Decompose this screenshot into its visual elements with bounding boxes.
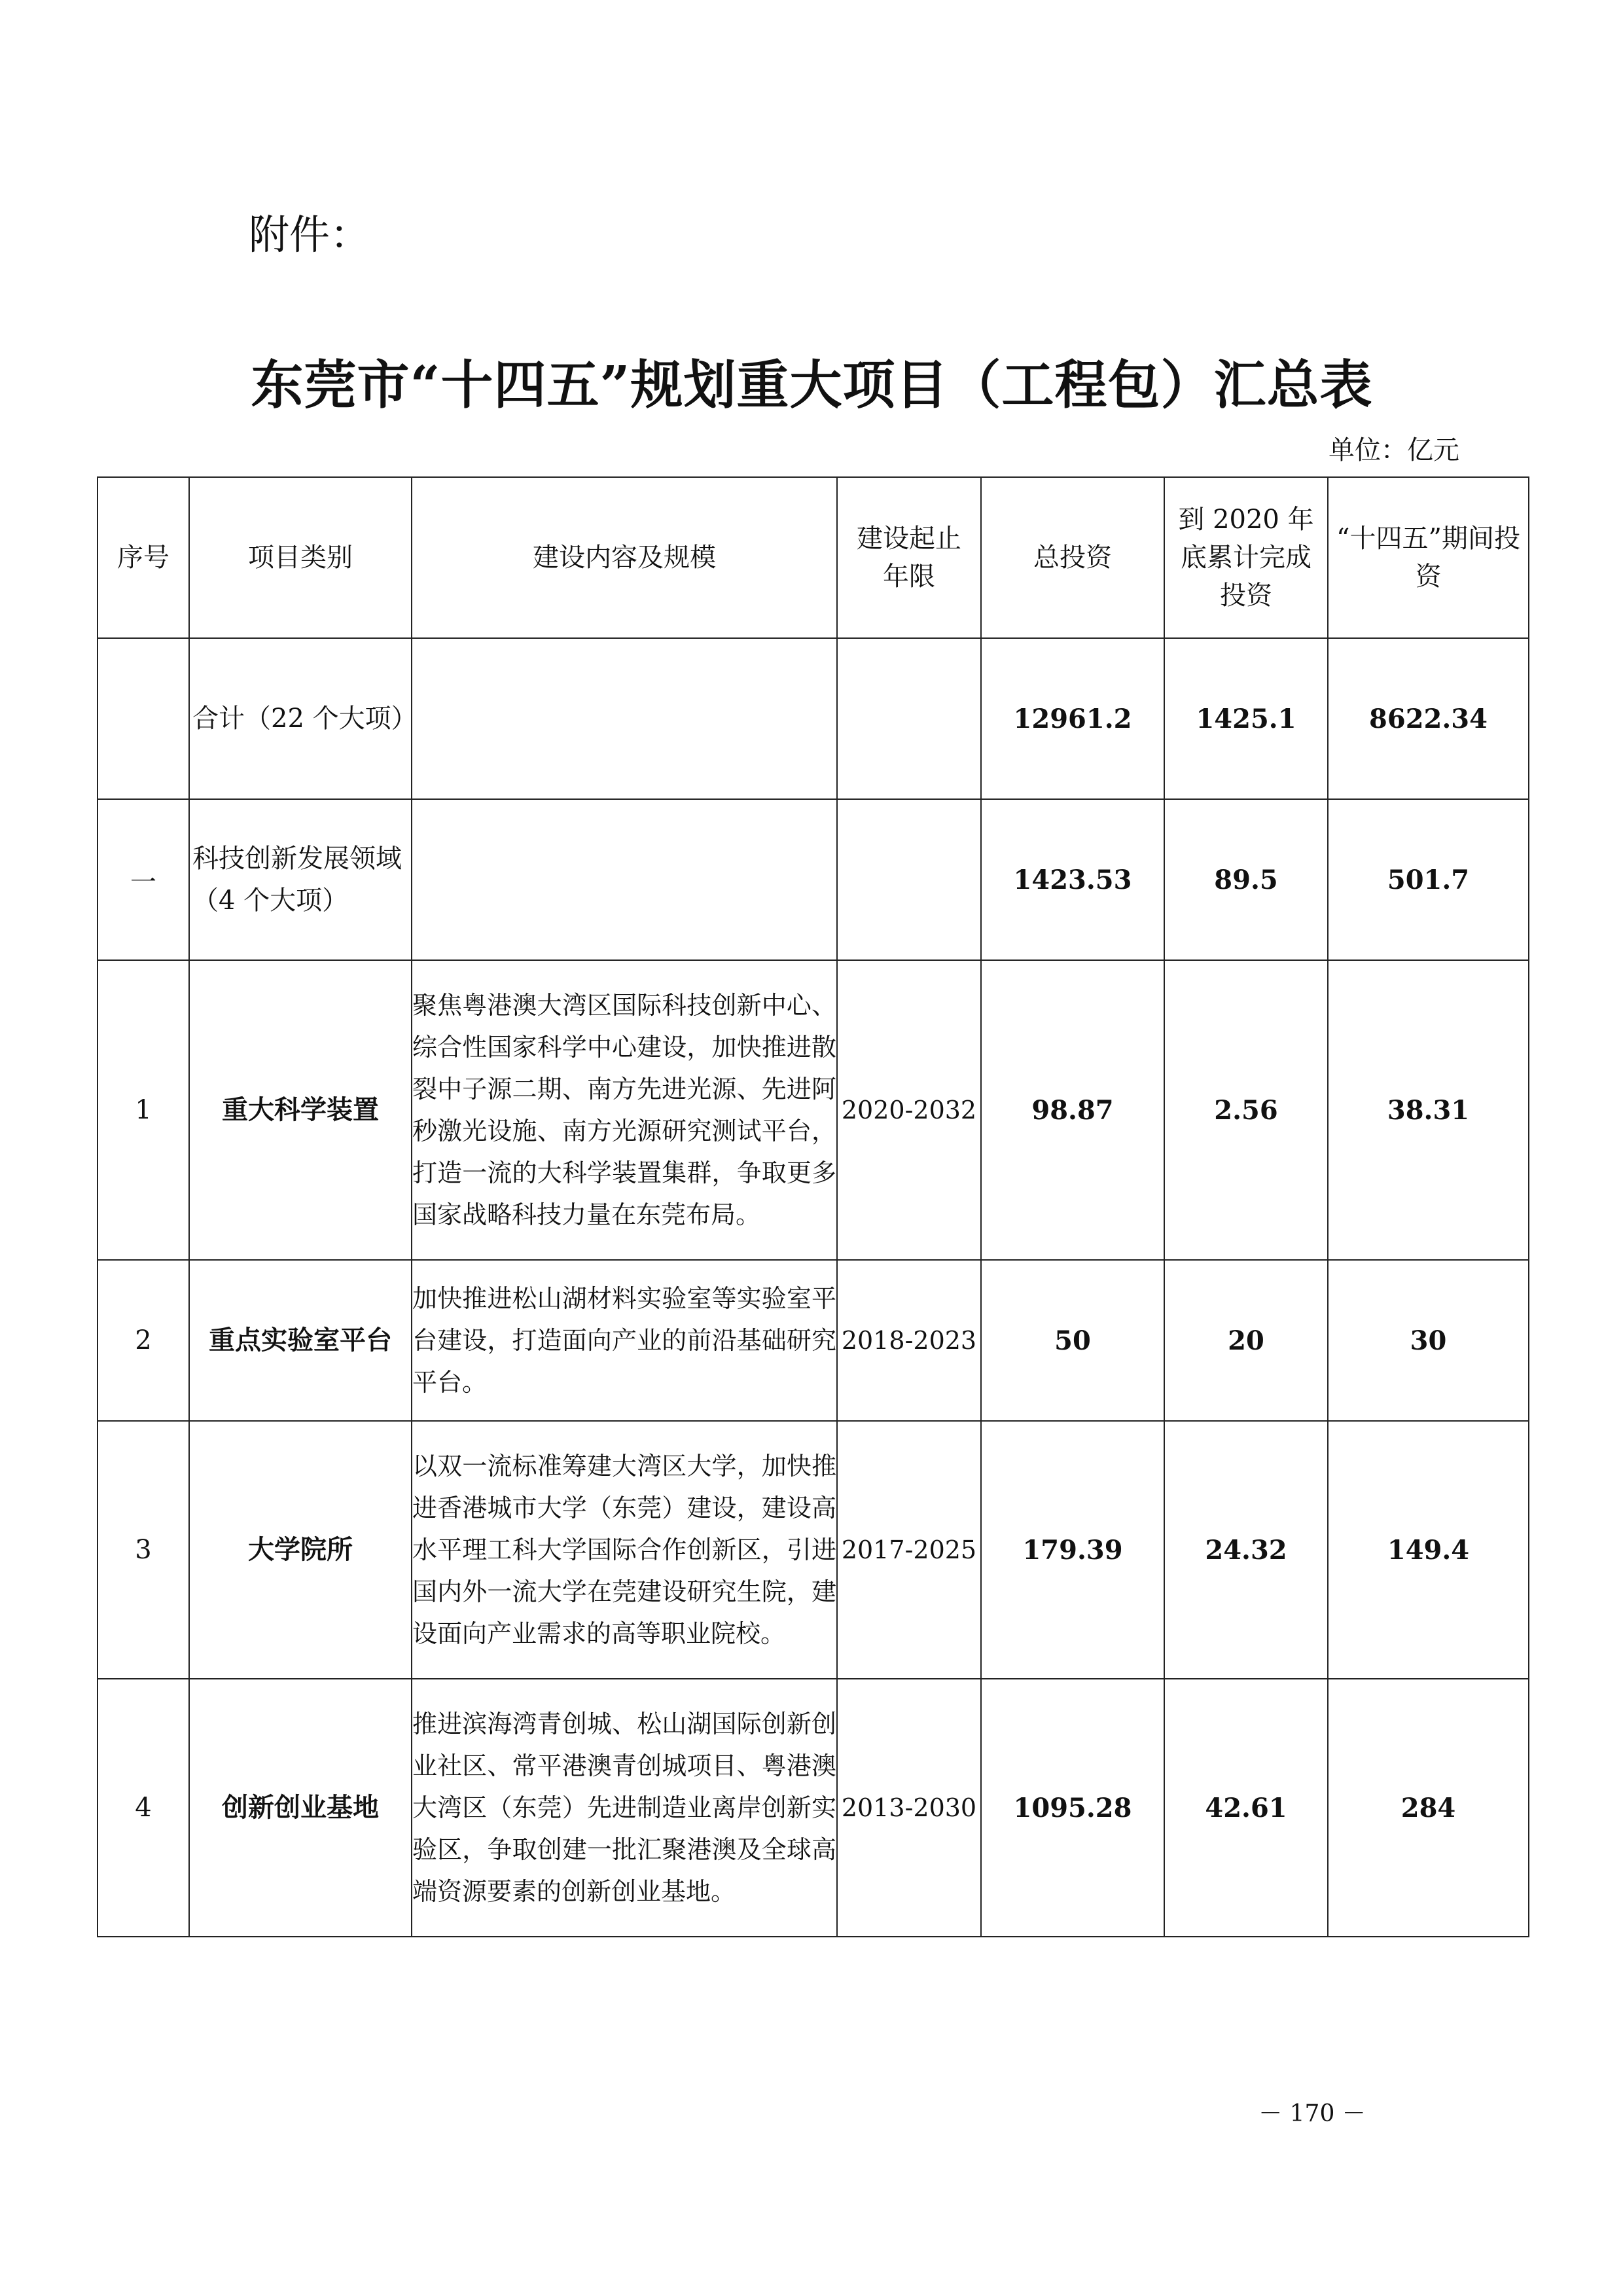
total-seq-cell: [98, 638, 189, 799]
table-row-total: [98, 638, 1529, 799]
header-seq: 序号: [98, 477, 189, 638]
row-category-cell: 大学院所: [189, 1421, 412, 1679]
row-category-cell: 重大科学装置: [189, 960, 412, 1260]
section-category-cell: 科技创新发展领域（4 个大项）: [189, 799, 412, 960]
total-completed-cell: 1425.1: [1164, 638, 1328, 799]
section-plan-cell: 501.7: [1328, 799, 1529, 960]
total-plan-cell: 8622.34: [1328, 638, 1529, 799]
row-total-cell: 98.87: [981, 960, 1164, 1260]
row-plan-cell: 30: [1328, 1260, 1529, 1421]
row-period-cell: 2018-2023: [837, 1260, 981, 1421]
header-period: 建设起止年限: [837, 477, 981, 638]
total-investment-cell: 12961.2: [981, 638, 1164, 799]
unit-note: 单位：亿元: [1329, 435, 1459, 465]
table-row: [98, 1679, 1529, 1937]
row-content-cell: 加快推进松山湖材料实验室等实验室平台建设，打造面向产业的前沿基础研究平台。: [412, 1260, 837, 1421]
row-total-cell: 1095.28: [981, 1679, 1164, 1937]
section-completed-cell: 89.5: [1164, 799, 1328, 960]
row-total-cell: 50: [981, 1260, 1164, 1421]
row-completed-cell: 42.61: [1164, 1679, 1328, 1937]
row-period-cell: 2013-2030: [837, 1679, 981, 1937]
total-category-cell: 合计（22 个大项）: [189, 638, 412, 799]
header-content: 建设内容及规模: [412, 477, 837, 638]
section-content-cell: [412, 799, 837, 960]
row-completed-cell: 20: [1164, 1260, 1328, 1421]
total-content-cell: [412, 638, 837, 799]
section-investment-cell: 1423.53: [981, 799, 1164, 960]
table-row: [98, 960, 1529, 1260]
row-plan-cell: 38.31: [1328, 960, 1529, 1260]
row-seq-cell: 4: [98, 1679, 189, 1937]
header-completed-investment: 到 2020 年底累计完成投资: [1164, 477, 1328, 638]
attachment-label: 附件：: [249, 211, 371, 259]
row-category-cell: 创新创业基地: [189, 1679, 412, 1937]
table-row: [98, 1421, 1529, 1679]
row-period-cell: 2017-2025: [837, 1421, 981, 1679]
table-row-section: [98, 799, 1529, 960]
row-seq-cell: 3: [98, 1421, 189, 1679]
row-seq-cell: 1: [98, 960, 189, 1260]
row-content-cell: 推进滨海湾青创城、松山湖国际创新创业社区、常平港澳青创城项目、粤港澳大湾区（东莞）先进制造业离岸创新实验区，争取创建一批汇聚港澳及全球高端资源要素的创新创业基地。: [412, 1679, 837, 1937]
document-title: 东莞市“十四五”规划重大项目（工程包）汇总表: [251, 354, 1373, 416]
header-category: 项目类别: [189, 477, 412, 638]
row-content-cell: 以双一流标准筹建大湾区大学，加快推进香港城市大学（东莞）建设，建设高水平理工科大学国际合作创新区，引进国内外一流大学在莞建设研究生院，建设面向产业需求的高等职业院校。: [412, 1421, 837, 1679]
row-seq-cell: 2: [98, 1260, 189, 1421]
projects-summary-table: [97, 476, 1529, 1937]
row-total-cell: 179.39: [981, 1421, 1164, 1679]
row-plan-cell: 284: [1328, 1679, 1529, 1937]
row-completed-cell: 24.32: [1164, 1421, 1328, 1679]
row-completed-cell: 2.56: [1164, 960, 1328, 1260]
total-period-cell: [837, 638, 981, 799]
table-row: [98, 1260, 1529, 1421]
header-plan-investment: “十四五”期间投资: [1328, 477, 1529, 638]
row-period-cell: 2020-2032: [837, 960, 981, 1260]
row-plan-cell: 149.4: [1328, 1421, 1529, 1679]
section-period-cell: [837, 799, 981, 960]
header-total-investment: 总投资: [981, 477, 1164, 638]
row-category-cell: 重点实验室平台: [189, 1260, 412, 1421]
table-header-row: [98, 477, 1529, 638]
section-seq-cell: 一: [98, 799, 189, 960]
page-number: － 170 －: [1258, 2100, 1366, 2127]
row-content-cell: 聚焦粤港澳大湾区国际科技创新中心、综合性国家科学中心建设，加快推进散裂中子源二期、南方先进光源、先进阿秒激光设施、南方光源研究测试平台，打造一流的大科学装置集群，争取更多国家战略科技力量在东莞布局。: [412, 960, 837, 1260]
